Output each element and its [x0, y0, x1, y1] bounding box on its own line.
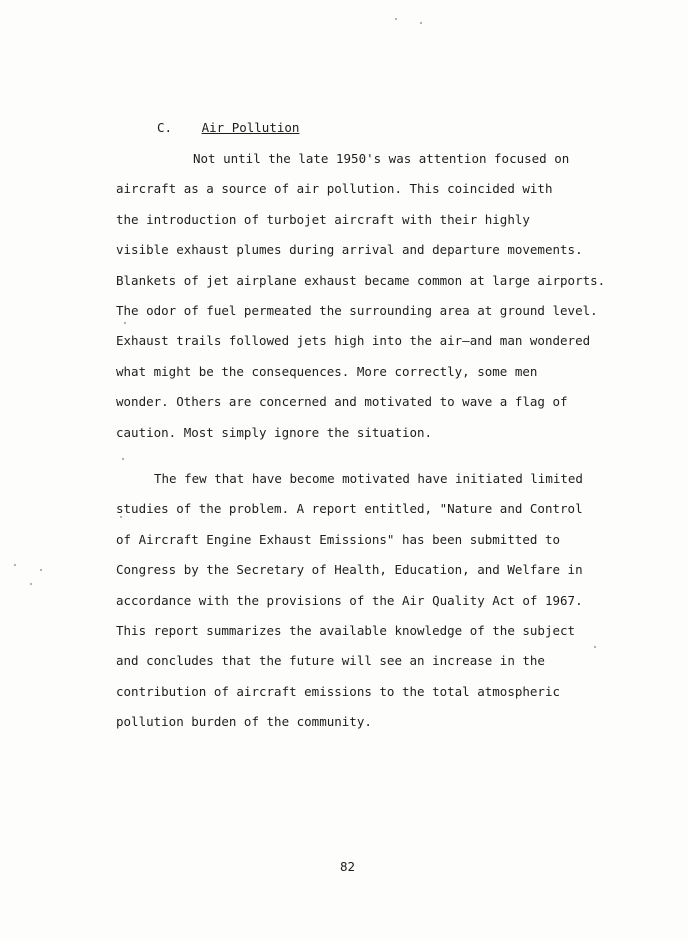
section-title: Air Pollution [201, 120, 300, 135]
section-letter: C. [157, 120, 173, 135]
paragraph-line: Exhaust trails followed jets high into the air—and man wondered [116, 333, 591, 349]
paragraph-line: The few that have become motivated have initiated limited [154, 471, 583, 486]
paragraph-2 [116, 464, 616, 738]
paragraph-line: of Aircraft Engine Exhaust Emissions" has been submitted to [116, 531, 561, 547]
paragraph-line: Blankets of jet airplane exhaust became common at large airports. [116, 272, 606, 288]
section-heading [157, 120, 299, 136]
paragraph-line: wonder. Others are concerned and motivated to wave a flag of [116, 394, 568, 410]
paragraph-line: contribution of aircraft emissions to the total atmospheric [116, 683, 561, 699]
scan-speck [420, 22, 422, 24]
paragraph-line: Not until the late 1950's was attention focused on [193, 151, 570, 166]
paragraph-1 [116, 144, 616, 448]
paragraph-line: and concludes that the future will see an increase in the [116, 653, 545, 669]
paragraph-line: Congress by the Secretary of Health, Education, and Welfare in [116, 562, 583, 578]
paragraph-line: The odor of fuel permeated the surrounding area at ground level. [116, 302, 598, 318]
paragraph-line: what might be the consequences. More correctly, some men [116, 363, 538, 379]
paragraph-line: pollution burden of the community. [116, 714, 372, 730]
paragraph-line: caution. Most simply ignore the situation. [116, 424, 433, 440]
scan-speck [14, 564, 16, 566]
paragraph-line: aircraft as a source of air pollution. This coincided with [116, 181, 553, 197]
paragraph-line: the introduction of turbojet aircraft with their highly [116, 211, 530, 227]
page-number: 82 [340, 859, 356, 874]
scan-speck [124, 322, 126, 324]
paragraph-line: accordance with the provisions of the Air Quality Act of 1967. [116, 592, 583, 608]
scan-speck [122, 458, 124, 460]
scan-speck [120, 516, 122, 518]
paragraph-line: studies of the problem. A report entitled, "Nature and Control [116, 501, 583, 517]
paragraph-line: visible exhaust plumes during arrival and departure movements. [116, 242, 583, 258]
scan-speck [395, 18, 397, 20]
scan-speck [30, 583, 32, 585]
scan-speck [40, 569, 42, 571]
paragraph-line: This report summarizes the available knowledge of the subject [116, 622, 576, 638]
scan-speck [594, 646, 596, 648]
